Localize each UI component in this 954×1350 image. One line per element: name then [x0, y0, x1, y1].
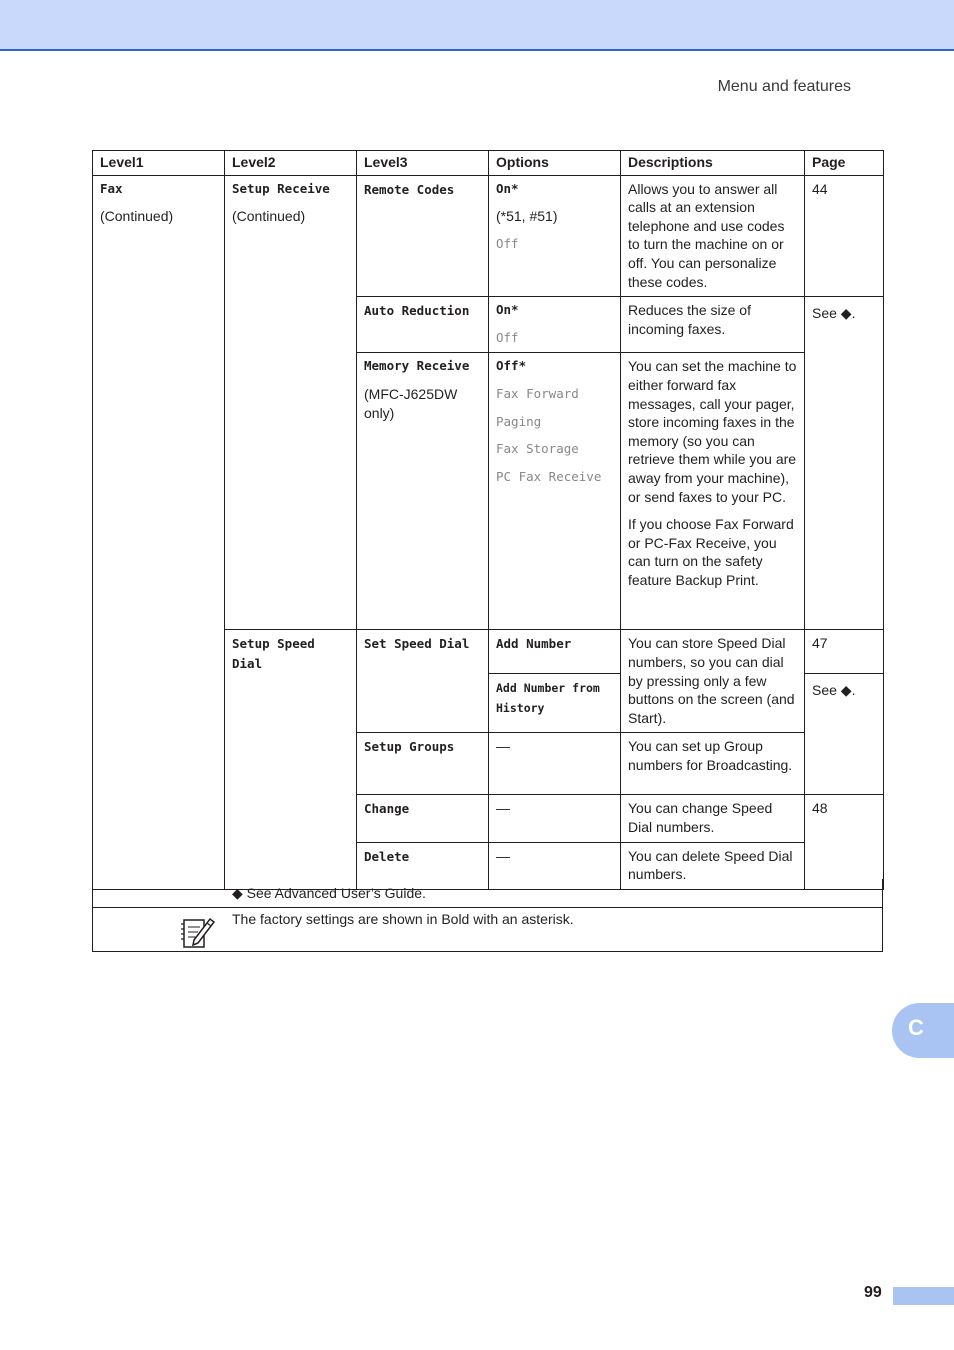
options-auto-reduction	[489, 297, 621, 353]
level3-setup-groups	[357, 733, 489, 795]
level1-name: Fax	[100, 180, 123, 196]
table-header-row	[93, 151, 884, 176]
description-change: You can change Speed Dial numbers.	[621, 795, 805, 842]
page-see-ref: See ◆.	[812, 682, 856, 699]
level3-memory-receive	[357, 353, 489, 630]
col-header-level2: Level2	[225, 151, 357, 176]
level3-name: Remote Codes	[364, 181, 455, 197]
option-off: Off	[496, 329, 519, 345]
level3-auto-reduction	[357, 297, 489, 353]
description-remote-codes: Allows you to answer all calls at an extension telephone and use codes to turn the machine on or off. You can personalize these codes.	[621, 175, 805, 297]
options-setup-groups: —	[489, 733, 621, 795]
option-paging: Paging	[496, 413, 542, 429]
level2-name: Setup Speed Dial	[232, 636, 315, 671]
page-number: 99	[864, 1284, 882, 1301]
level1-note: (Continued)	[100, 208, 174, 225]
model-note: (MFC-J625DW only)	[364, 385, 458, 421]
description-auto-reduction: Reduces the size of incoming faxes.	[621, 297, 805, 353]
option-codes: (*51, #51)	[496, 208, 558, 225]
level2-setup-receive	[225, 175, 357, 630]
description-memory-receive	[621, 353, 805, 630]
description-setup-groups: You can set up Group numbers for Broadcasting.	[621, 733, 805, 795]
level3-name: Memory Receive	[364, 358, 470, 374]
level3-set-speed-dial	[357, 630, 489, 733]
level3-remote-codes	[357, 175, 489, 297]
option-add-number: Add Number	[496, 636, 572, 652]
level3-name: Setup Groups	[364, 739, 455, 755]
options-remote-codes	[489, 175, 621, 297]
section-title: Menu and features	[717, 78, 851, 95]
options-memory-receive	[489, 353, 621, 630]
page-number-bar	[893, 1287, 954, 1305]
option-off: Off	[496, 235, 519, 251]
col-header-descriptions: Descriptions	[621, 151, 805, 176]
description-delete: You can delete Speed Dial numbers.	[621, 842, 805, 889]
advanced-guide-note: ◆ See Advanced User’s Guide.	[232, 885, 426, 901]
level3-name: Change	[364, 801, 410, 817]
option-add-history-cell	[489, 674, 621, 733]
level1-cell	[93, 175, 225, 889]
top-band	[0, 0, 954, 51]
col-header-page: Page	[805, 151, 884, 176]
page-see-ref: See ◆.	[812, 305, 856, 322]
menu-table	[92, 150, 884, 890]
level2-note: (Continued)	[232, 208, 306, 225]
option-fax-storage: Fax Storage	[496, 441, 579, 457]
option-on: On*	[496, 180, 519, 196]
option-on: On*	[496, 302, 519, 318]
options-change: —	[489, 795, 621, 842]
page-see-ref-cell	[805, 674, 884, 795]
col-header-options: Options	[489, 151, 621, 176]
level3-name: Set Speed Dial	[364, 636, 470, 652]
memo-pencil-icon	[180, 914, 216, 950]
factory-settings-note: The factory settings are shown in Bold with an asterisk.	[232, 911, 574, 927]
level3-name: Delete	[364, 848, 410, 864]
level3-name: Auto Reduction	[364, 303, 470, 319]
table-row	[93, 175, 884, 297]
description-para-1: You can set the machine to either forward fax messages, call your pager, store incoming faxes in the memory (so you can retrieve them while you are away from your machine), or send faxes to your PC.	[628, 358, 797, 505]
notes-divider	[92, 907, 883, 908]
description-set-speed-dial: You can store Speed Dial numbers, so you can dial by pressing only a few buttons on the screen (and Start).	[621, 630, 805, 733]
page-auto-reduction	[805, 297, 884, 630]
option-add-number-cell	[489, 630, 621, 674]
description-para-2: If you choose Fax Forward or PC-Fax Receive, you can turn on the safety feature Backup Print.	[628, 516, 794, 588]
option-fax-forward: Fax Forward	[496, 385, 579, 401]
level2-setup-speed-dial	[225, 630, 357, 889]
level2-name: Setup Receive	[232, 180, 330, 196]
option-pc-fax-receive: PC Fax Receive	[496, 468, 602, 484]
page-set-speed-dial: 47	[805, 630, 884, 674]
option-off: Off*	[496, 358, 527, 374]
col-header-level1: Level1	[93, 151, 225, 176]
options-delete: —	[489, 842, 621, 889]
level3-change	[357, 795, 489, 842]
col-header-level3: Level3	[357, 151, 489, 176]
page-remote-codes: 44	[805, 175, 884, 297]
chapter-tab-letter: C	[908, 1015, 924, 1040]
chapter-tab	[892, 1003, 954, 1058]
page-change: 48	[805, 795, 884, 889]
option-add-number-from-history: Add Number from History	[496, 681, 600, 716]
